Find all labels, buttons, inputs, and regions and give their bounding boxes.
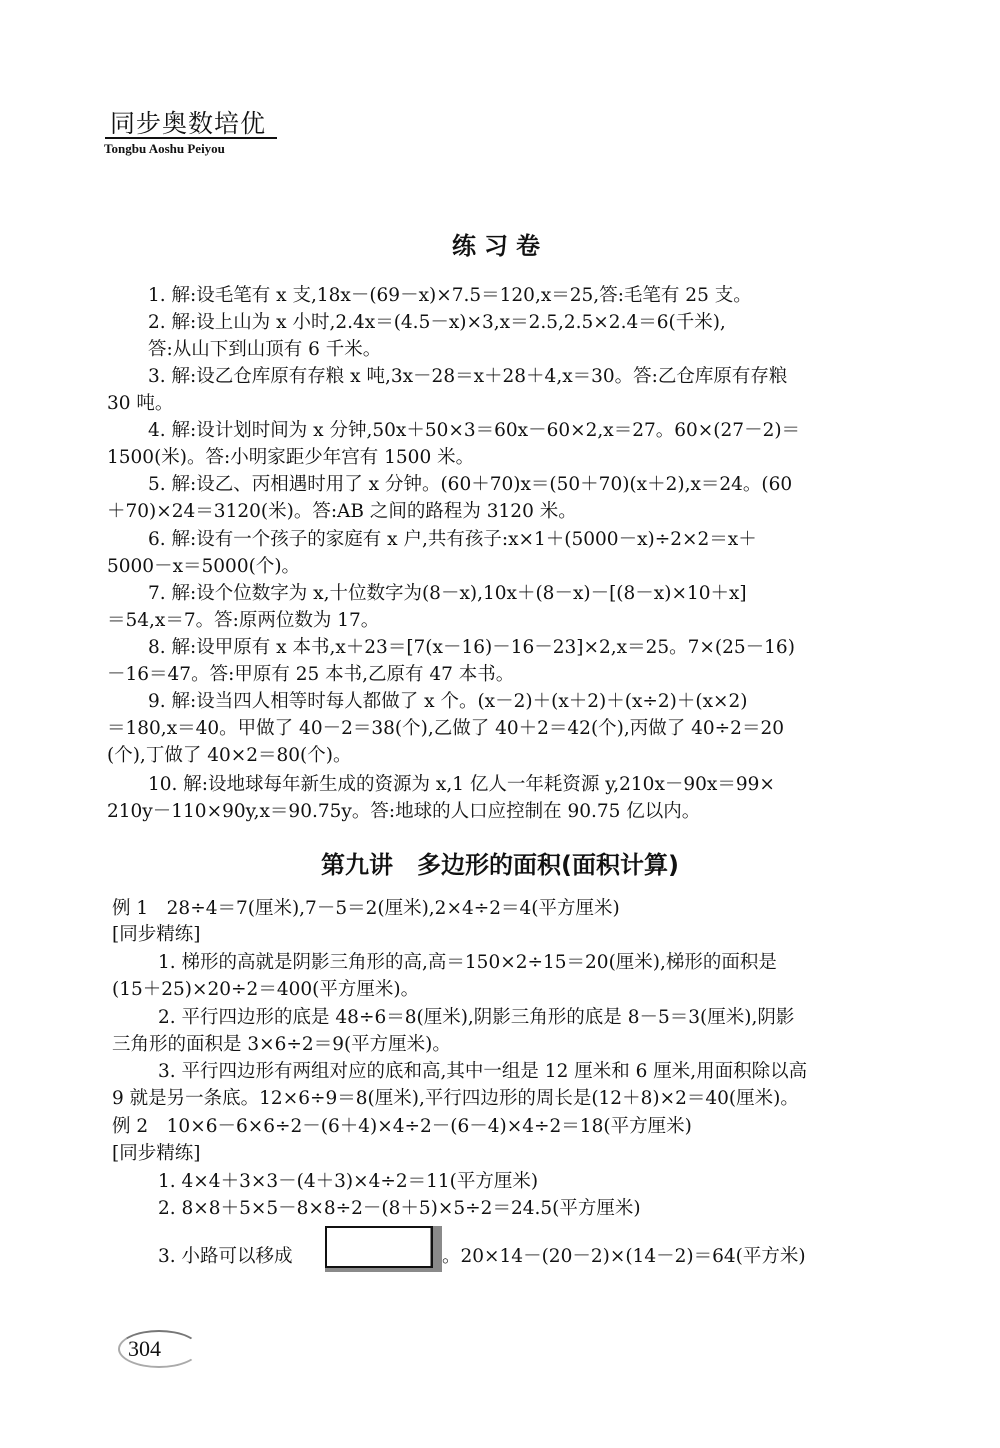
example-line: 例 1 28÷4＝7(厘米),7－5＝2(厘米),2×4÷2＝4(平方厘米) [112,898,620,919]
subheading: [同步精练] [112,1143,201,1164]
example-line: 例 2 10×6－6×6÷2－(6＋4)×4÷2－(6－4)×4÷2＝18(平方厘米) [112,1116,692,1137]
answer-line: 2. 8×8＋5×5－8×8÷2－(8＋5)×5÷2＝24.5(平方厘米) [158,1198,641,1219]
answer-line: 5000－x＝5000(个)。 [107,556,301,577]
header-title-cn: 同步奥数培优 [110,109,267,138]
header-rule [105,137,277,139]
answer-line: 1500(米)。答:小明家距少年宫有 1500 米。 [107,447,475,468]
answer-line: 8. 解:设甲原有 x 本书,x＋23＝[7(x－16)－16－23]×2,x＝25。7×(25－16) [148,637,795,658]
answer-line: ＋70)×24＝3120(米)。答:AB 之间的路程为 3120 米。 [107,501,577,522]
answer-line: 3. 解:设乙仓库原有存粮 x 吨,3x－28＝x＋28＋4,x＝30。答:乙仓库原有存粮 [148,366,788,387]
answer-line: 1. 解:设毛笔有 x 支,18x－(69－x)×7.5＝120,x＝25,答:毛笔有 25 支。 [148,285,752,306]
answer-line: 30 吨。 [107,393,174,414]
answer-line: 9. 解:设当四人相等时每人都做了 x 个。(x－2)＋(x＋2)＋(x÷2)＋(x×2) [148,691,748,712]
answer-line: 答:从山下到山顶有 6 千米。 [148,339,382,360]
rectangle-figure [325,1226,433,1268]
section-title-practice: 练习卷 [452,232,548,260]
answer-line: (个),丁做了 40×2＝80(个)。 [107,745,352,766]
answer-line: 3. 平行四边形有两组对应的底和高,其中一组是 12 厘米和 6 厘米,用面积除以高 [158,1061,808,1082]
answer-line: ＝180,x＝40。甲做了 40－2＝38(个),乙做了 40＋2＝42(个),丙做了 40÷2＝20 [107,718,784,739]
section-title-lecture-9: 第九讲 多边形的面积(面积计算) [321,851,679,879]
answer-line: 9 就是另一条底。12×6÷9＝8(厘米),平行四边形的周长是(12＋8)×2＝40(厘米)。 [112,1088,799,1109]
answer-line: 。20×14－(20－2)×(14－2)＝64(平方米) [442,1246,806,1267]
answer-line: 2. 平行四边形的底是 48÷6＝8(厘米),阴影三角形的底是 8－5＝3(厘米),阴影 [158,1007,795,1028]
subheading: [同步精练] [112,924,201,945]
answer-line: 三角形的面积是 3×6÷2＝9(平方厘米)。 [112,1034,451,1055]
answer-line: 1. 4×4＋3×3－(4＋3)×4÷2＝11(平方厘米) [158,1171,539,1192]
answer-line: 5. 解:设乙、丙相遇时用了 x 分钟。(60＋70)x＝(50＋70)(x＋2),x＝24。(60 [148,474,793,495]
header-title-en: Tongbu Aoshu Peiyou [104,141,225,156]
answer-line: －16＝47。答:甲原有 25 本书,乙原有 47 本书。 [107,664,515,685]
answer-line: 10. 解:设地球每年新生成的资源为 x,1 亿人一年耗资源 y,210x－90x＝99× [148,774,775,795]
answer-line: 3. 小路可以移成 [158,1246,293,1267]
answer-line: 1. 梯形的高就是阴影三角形的高,高＝150×2÷15＝20(厘米),梯形的面积是 [158,952,777,973]
answer-line: 4. 解:设计划时间为 x 分钟,50x＋50×3＝60x－60×2,x＝27。60×(27－2)＝ [148,420,801,441]
answer-line: 6. 解:设有一个孩子的家庭有 x 户,共有孩子:x×1＋(5000－x)÷2×2＝x＋ [148,529,757,550]
answer-line: ＝54,x＝7。答:原两位数为 17。 [107,610,380,631]
answer-line: 7. 解:设个位数字为 x,十位数字为(8－x),10x＋(8－x)－[(8－x)×10＋x] [148,583,747,604]
answer-line: 2. 解:设上山为 x 小时,2.4x＝(4.5－x)×3,x＝2.5,2.5×2.4＝6(千米), [148,312,726,333]
answer-line: 210y－110×90y,x＝90.75y。答:地球的人口应控制在 90.75 亿以内。 [107,801,701,822]
answer-line: (15＋25)×20÷2＝400(平方厘米)。 [112,979,420,1000]
page-number: 304 [128,1336,161,1361]
